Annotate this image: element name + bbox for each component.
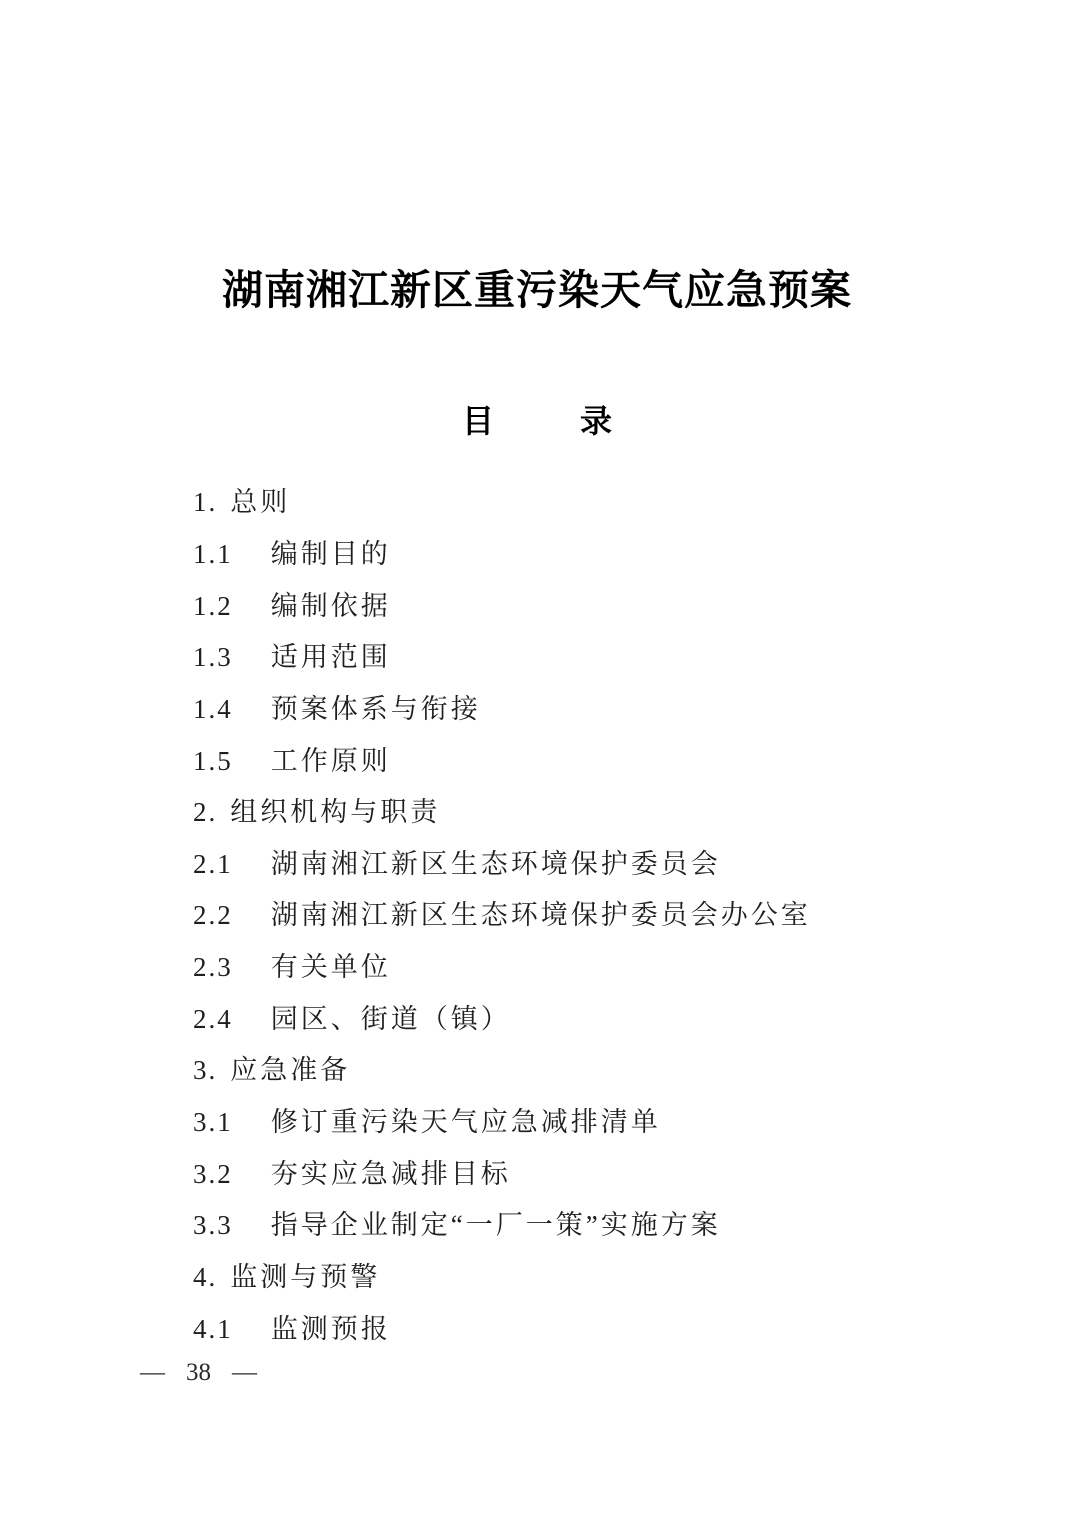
toc-item-number: 3.1	[193, 1107, 233, 1137]
toc-item-number: 2.2	[193, 900, 233, 931]
toc-item	[193, 1148, 1014, 1200]
toc-item	[193, 529, 1014, 581]
toc-item	[193, 1252, 1014, 1304]
toc-item-title: 预案体系与衔接	[270, 693, 481, 724]
page-footer	[140, 1360, 257, 1385]
toc-item-number: 1.5	[193, 745, 233, 776]
toc-item-number: 4.1	[193, 1313, 233, 1344]
toc-item-number: 2.1	[193, 848, 233, 879]
toc-item-number: 2.	[193, 797, 218, 828]
toc-item	[193, 735, 1014, 787]
toc-item	[193, 1303, 1014, 1355]
toc-item-number: 2.4	[193, 1003, 233, 1034]
toc-item	[193, 787, 1014, 839]
toc-item	[193, 477, 1014, 529]
toc-item-number: 1.1	[193, 538, 233, 569]
document-title: 湖南湘江新区重污染天气应急预案	[222, 267, 852, 313]
toc-item	[193, 632, 1014, 684]
page-number: 38	[186, 1359, 211, 1386]
toc-item	[193, 580, 1014, 632]
toc-item-title: 湖南湘江新区生态环境保护委员会	[270, 848, 721, 879]
toc-item-title: 总则	[230, 487, 291, 518]
toc-item-title: 应急准备	[230, 1055, 351, 1086]
toc-item-number: 3.	[193, 1055, 218, 1086]
toc-item-title: 组织机构与职责	[230, 797, 441, 828]
toc-item-number: 3.2	[193, 1158, 233, 1189]
toc-item	[193, 1045, 1014, 1097]
toc-item-number: 1.4	[193, 693, 233, 724]
toc-item	[193, 890, 1014, 942]
toc-item-number: 1.2	[193, 590, 233, 621]
toc-heading-char-right: 录	[580, 403, 613, 439]
toc-item-number: 3.3	[193, 1210, 233, 1241]
toc-item-title: 湖南湘江新区生态环境保护委员会办公室	[270, 900, 811, 931]
toc-item-title: 编制依据	[270, 590, 391, 621]
toc-item	[193, 838, 1014, 890]
toc-item-number: 2.3	[193, 952, 233, 983]
toc-item-title: 编制目的	[270, 538, 391, 569]
toc-item	[193, 1097, 1014, 1149]
toc-item	[193, 684, 1014, 736]
toc-item-title: 监测预报	[270, 1313, 391, 1344]
toc-item-number: 4.	[193, 1261, 218, 1292]
toc-item	[193, 942, 1014, 994]
toc-item	[193, 993, 1014, 1045]
toc-list	[193, 477, 1014, 1355]
footer-dash-right: —	[232, 1359, 257, 1386]
toc-item-title: 适用范围	[270, 642, 391, 673]
toc-heading	[0, 404, 1074, 439]
toc-item-number: 1.	[193, 487, 218, 518]
toc-item-title: 园区、街道（镇）	[270, 1003, 511, 1034]
toc-item-title: 指导企业制定“一厂一策”实施方案	[270, 1210, 721, 1241]
toc-item-title: 修订重污染天气应急减排清单	[270, 1107, 661, 1137]
footer-dash-left: —	[140, 1359, 165, 1386]
toc-item-title: 监测与预警	[230, 1261, 381, 1292]
toc-item-title: 有关单位	[270, 952, 391, 983]
toc-heading-char-left: 目	[461, 403, 494, 439]
toc-item	[193, 1200, 1014, 1252]
toc-item-number: 1.3	[193, 642, 233, 673]
toc-item-title: 工作原则	[270, 745, 391, 776]
toc-item-title: 夯实应急减排目标	[270, 1158, 511, 1189]
